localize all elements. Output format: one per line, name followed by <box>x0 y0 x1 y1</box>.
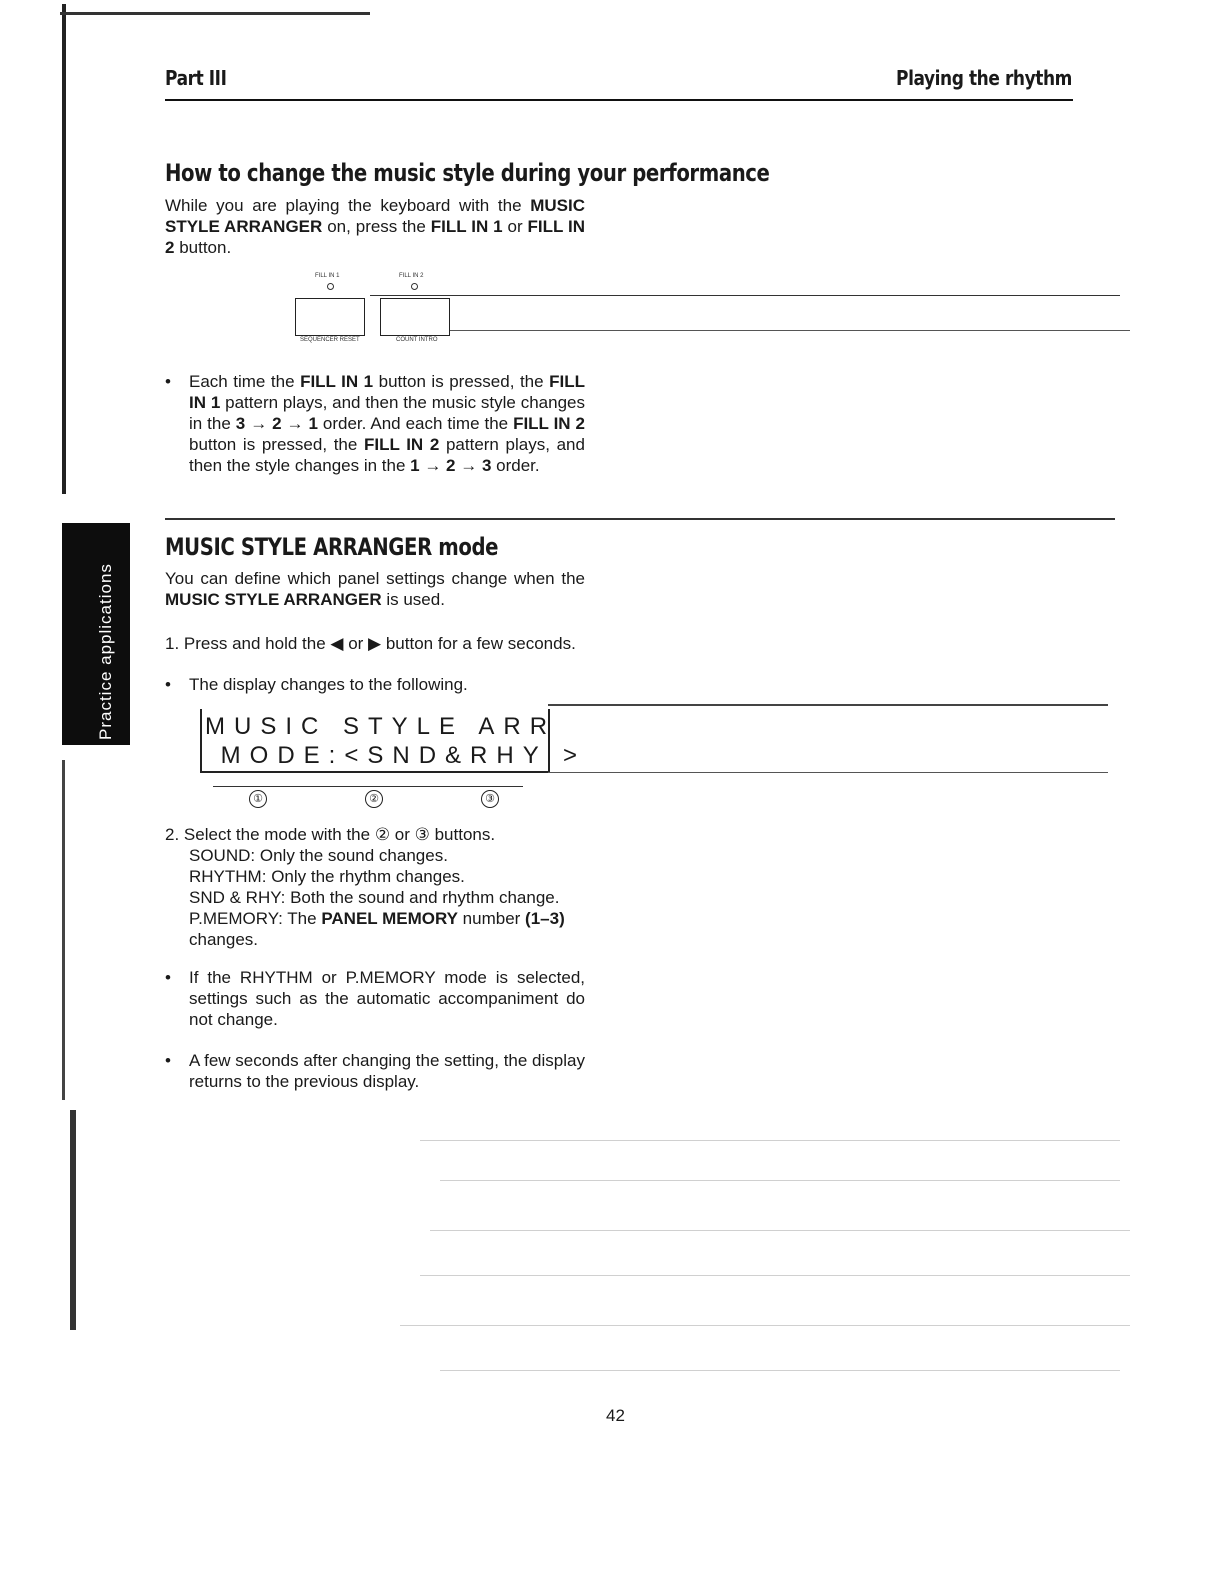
scan-noise <box>430 1230 1130 1231</box>
fill-in-1-button[interactable] <box>295 298 365 336</box>
right-arrow-icon: ▶ <box>368 634 382 653</box>
count-intro-label: COUNT INTRO <box>396 337 438 343</box>
mode-rhythm: RHYTHM: Only the rhythm changes. <box>189 867 465 886</box>
scan-noise <box>400 1325 1130 1326</box>
left-arrow-icon: ◀ <box>330 634 344 653</box>
lcd-button-2[interactable]: ② <box>365 790 383 808</box>
scan-noise <box>420 1275 1130 1276</box>
section2-intro: You can define which panel settings change when the MUSIC STYLE ARRANGER is used. <box>165 569 585 609</box>
page-number: 42 <box>606 1406 625 1425</box>
header-section: Playing the rhythm <box>896 66 1072 90</box>
section2-title: MUSIC STYLE ARRANGER mode <box>165 533 499 561</box>
section1-bullet: • Each time the FILL IN 1 button is pressed, the FILL IN 1 pattern plays, and then the music style changes in the 3 → 2 → 1 order. And each time the FILL IN 2 button is pressed, the FILL IN 2 pattern plays, and then the style changes in the 1 → 2 → 3 order. <box>165 372 585 475</box>
step1: 1. Press and hold the ◀ or ▶ button for a few seconds. <box>165 634 576 653</box>
bullet-dot: • <box>165 372 171 391</box>
scan-edge-block <box>70 1110 76 1330</box>
fill-in-1-label: FILL IN 1 <box>315 273 340 279</box>
fill-in-2-label: FILL IN 2 <box>399 273 424 279</box>
illustration-line-top <box>370 295 1120 296</box>
section1-title: How to change the music style during your performance <box>165 159 770 187</box>
lcd-button-1[interactable]: ① <box>249 790 267 808</box>
scan-edge-mark-lower <box>62 760 65 1100</box>
section1-intro: While you are playing the keyboard with the MUSIC STYLE ARRANGER on, press the FILL IN 1 or FILL IN 2 button. <box>165 196 586 257</box>
fill-in-1-led <box>327 283 334 290</box>
step2-bullet-b: • A few seconds after changing the setting, the display returns to the previous display. <box>165 1051 585 1091</box>
fill-in-2-button[interactable] <box>380 298 450 336</box>
mode-list <box>189 845 585 950</box>
fill-in-2-led <box>411 283 418 290</box>
scan-noise <box>440 1180 1120 1181</box>
step2: 2. Select the mode with the ② or ③ buttons. <box>165 825 496 844</box>
section-divider <box>165 518 1115 520</box>
lcd-button-rule <box>213 786 523 787</box>
mode-sound: SOUND: Only the sound changes. <box>189 846 448 865</box>
lcd-display <box>200 709 586 773</box>
lcd-line-right-bottom <box>548 772 1108 773</box>
step2-bullet-a: • If the RHYTHM or P.MEMORY mode is selected, settings such as the automatic accompaniment do not change. <box>165 968 585 1029</box>
scan-noise <box>440 1370 1120 1371</box>
lcd-line-1: MUSIC STYLE ARR <box>205 713 557 740</box>
scan-top-mark <box>60 12 370 15</box>
illustration-line-bottom <box>450 330 1130 331</box>
side-tab-label: Practice applications <box>96 563 115 740</box>
header-part: Part III <box>165 66 227 90</box>
step1-bullet: • The display changes to the following. <box>165 675 468 694</box>
mode-snd-rhy: SND & RHY: Both the sound and rhythm change. <box>189 888 560 907</box>
lcd-line-2: MODE:<SND&RHY > <box>205 742 586 769</box>
mode-pmemory: P.MEMORY: The PANEL MEMORY number (1–3) changes. <box>189 909 565 949</box>
header-rule <box>165 99 1073 101</box>
scan-edge-mark <box>62 4 66 494</box>
scan-noise <box>420 1140 1120 1141</box>
sequencer-reset-label: SEQUENCER RESET <box>300 337 360 343</box>
lcd-button-3[interactable]: ③ <box>481 790 499 808</box>
lcd-line-right-top <box>548 704 1108 706</box>
